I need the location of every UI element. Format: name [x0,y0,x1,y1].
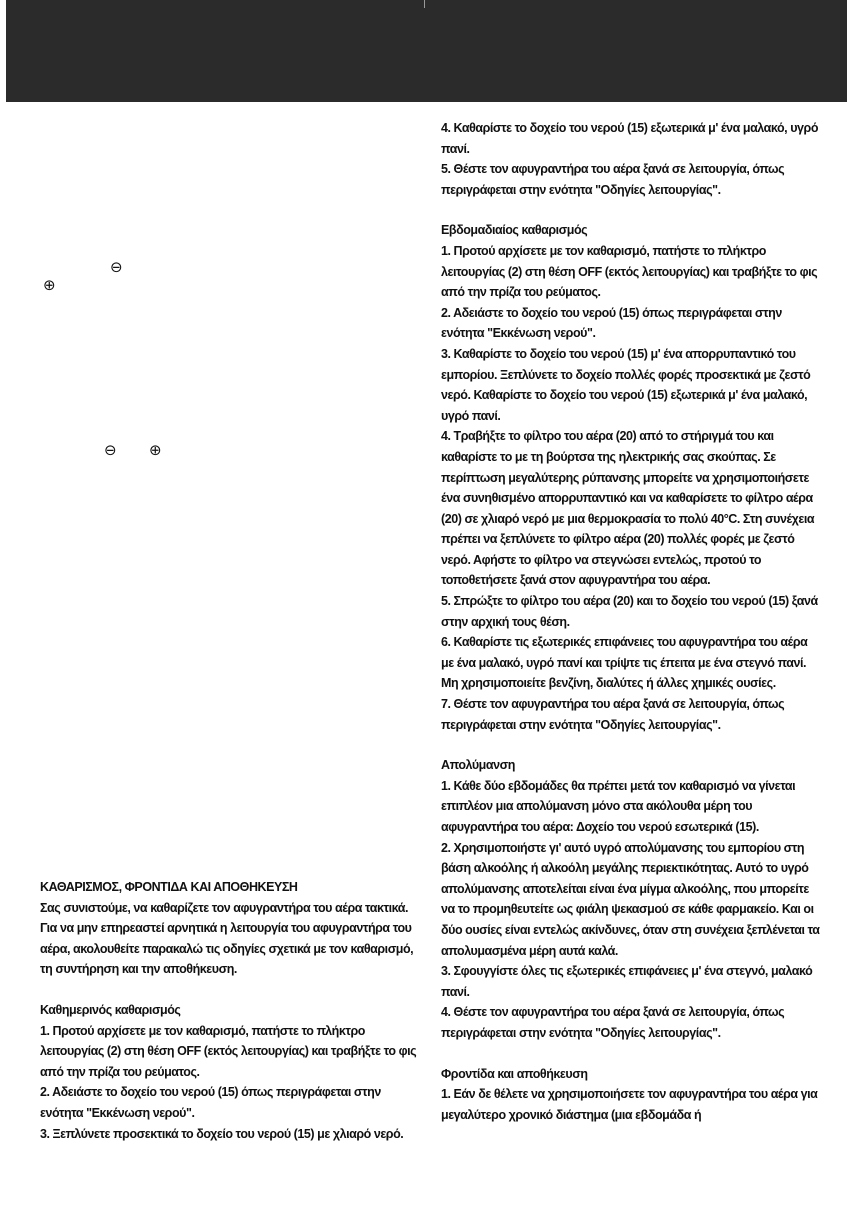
section-title: ΚΑΘΑΡΙΣΜΟΣ, ΦΡΟΝΤΙΔΑ ΚΑΙ ΑΠΟΘΗΚΕΥΣΗ [40,880,298,894]
list-item: 3. Σφουγγίστε όλες τις εξωτερικές επιφάνειες μ' ένα στεγνό, μαλακό πανί. [441,964,813,999]
plus-symbol-icon: ⊕ [149,441,162,459]
minus-symbol-icon: ⊖ [104,441,117,459]
list-item: 5. Θέστε τον αφυγραντήρα του αέρα ξανά σε λειτουργία, όπως περιγράφεται στην ενότητα "Οδηγίες λειτουργίας". [441,162,785,197]
list-item: 7. Θέστε τον αφυγραντήρα του αέρα ξανά σε λειτουργία, όπως περιγράφεται στην ενότητα "Οδηγίες λειτουργίας". [441,697,785,732]
disinfection-heading: Απολύμανση [441,758,515,773]
list-item: 3. Καθαρίστε το δοχείο του νερού (15) μ' ένα απορρυπαντικό του εμπορίου. Ξεπλύνετε το δοχείο πολλές φορές προσεκτικά με ζεστό νερό. Καθαρίστε το δοχείο του νερού (15) εξωτερικά μ' ένα μαλακό, υγρό πανί. [441,346,811,423]
intro-paragraph: Σας συνιστούμε, να καθαρίζετε τον αφυγραντήρα του αέρα τακτικά. Για να μην επηρεαστεί αρνητικά η λειτουργία του αφυγραντήρα του αέρα, ακολουθείτε παρακαλώ τις οδηγίες σχετικά με τον καθαρισμό, τη συντήρηση και την αποθήκευση. [40,900,414,977]
daily-cleaning-heading: Καθημερινός καθαρισμός [40,1002,181,1017]
spacer [441,1044,821,1064]
list-item: 2. Αδειάστε το δοχείο του νερού (15) όπως περιγράφεται στην ενότητα "Εκκένωση νερού". [441,305,782,341]
care-storage-heading: Φροντίδα και αποθήκευση [441,1066,588,1081]
list-item: 5. Σπρώξτε το φίλτρο του αέρα (20) και το δοχείο του νερού (15) ξανά στην αρχική τους θέση. [441,594,818,629]
list-item: 4. Θέστε τον αφυγραντήρα του αέρα ξανά σε λειτουργία, όπως περιγράφεται στην ενότητα "Οδηγίες λειτουργίας". [441,1005,785,1040]
spacer [441,200,821,220]
list-item: 1. Προτού αρχίσετε με τον καθαρισμό, πατήστε το πλήκτρο λειτουργίας (2) στη θέση OFF (εκτός λειτουργίας) και τραβήξτε το φις από την πρίζα του ρεύματος. [40,1023,417,1079]
page-fold-mark [424,0,425,8]
right-column [441,118,821,1125]
left-column [40,877,418,1144]
weekly-cleaning-heading: Εβδομαδιαίος καθαρισμός [441,223,588,238]
list-item: 4. Τραβήξτε το φίλτρο του αέρα (20) από το στήριγμά του και καθαρίστε το με τη βούρτσα της ηλεκτρικής σας σκούπας. Σε περίπτωση μεγαλύτερης ρύπανσης μπορείτε να χρησιμοποιήσετε ένα συνηθισμένο απορρυπαντικό και να καθαρίσετε το φίλτρο αέρα (20) σε χλιαρό νερό με μια θερμοκρασία το πολύ 40°C. Στη συνέχεια πρέπει να ξεπλύνετε το φίλτρο αέρα (20) πολλές φορές με ζεστό νερό. Αφήστε το φίλτρο να στεγνώσει εντελώς, προτού το τοποθετήσετε ξανά στον αφυγραντήρα του αέρα. [441,429,815,588]
list-item: 1. Κάθε δύο εβδομάδες θα πρέπει μετά τον καθαρισμό να γίνεται επιπλέον μια απολύμανση μόνο στα ακόλουθα μέρη του αφυγραντήρα του αέρα: Δοχείο του νερού εσωτερικά (15). [441,778,796,834]
spacer [40,980,418,1000]
list-item: 3. Ξεπλύνετε προσεκτικά το δοχείο του νερού (15) με χλιαρό νερό. [40,1126,404,1141]
list-item: 2. Αδειάστε το δοχείο του νερού (15) όπως περιγράφεται στην ενότητα "Εκκένωση νερού". [40,1085,381,1120]
list-item: 4. Καθαρίστε το δοχείο του νερού (15) εξωτερικά μ' ένα μαλακό, υγρό πανί. [441,121,819,156]
plus-symbol-icon: ⊕ [43,276,56,294]
header-bar [6,0,847,102]
spacer [441,735,821,755]
list-item: 2. Χρησιμοποιήστε γι' αυτό υγρό απολύμανσης του εμπορίου στη βάση αλκοόλης ή αλκοόλη μεγάλης περιεκτικότητας. Αυτό το υγρό απολύμανσης αποτελείται είναι ένα μίγμα αλκοόλης, που μπορείτε να το προμηθευτείτε ως φιάλη ψεκασμού σε κάθε φαρμακείο. Και οι δύο ουσίες είναι εντελώς ακίνδυνες, όταν στη συνέχεια ξεπλένεται τα απολυμασμένα μέρη αυτά καλά. [441,840,820,958]
list-item: 1. Εάν δε θέλετε να χρησιμοποιήσετε τον αφυγραντήρα του αέρα για μεγαλύτερο χρονικό διάστημα (μια εβδομάδα ή [441,1087,818,1122]
list-item: 1. Προτού αρχίσετε με τον καθαρισμό, πατήστε το πλήκτρο λειτουργίας (2) στη θέση OFF (εκτός λειτουργίας) και τραβήξτε το φις από την πρίζα του ρεύματος. [441,243,818,300]
list-item: 6. Καθαρίστε τις εξωτερικές επιφάνειες του αφυγραντήρα του αέρα με ένα μαλακό, υγρό πανί και τρίψτε τις έπειτα με ένα στεγνό πανί. Μη χρησιμοποιείτε βενζίνη, διαλύτες ή άλλες χημικές ουσίες. [441,635,808,691]
minus-symbol-icon: ⊖ [110,258,123,276]
